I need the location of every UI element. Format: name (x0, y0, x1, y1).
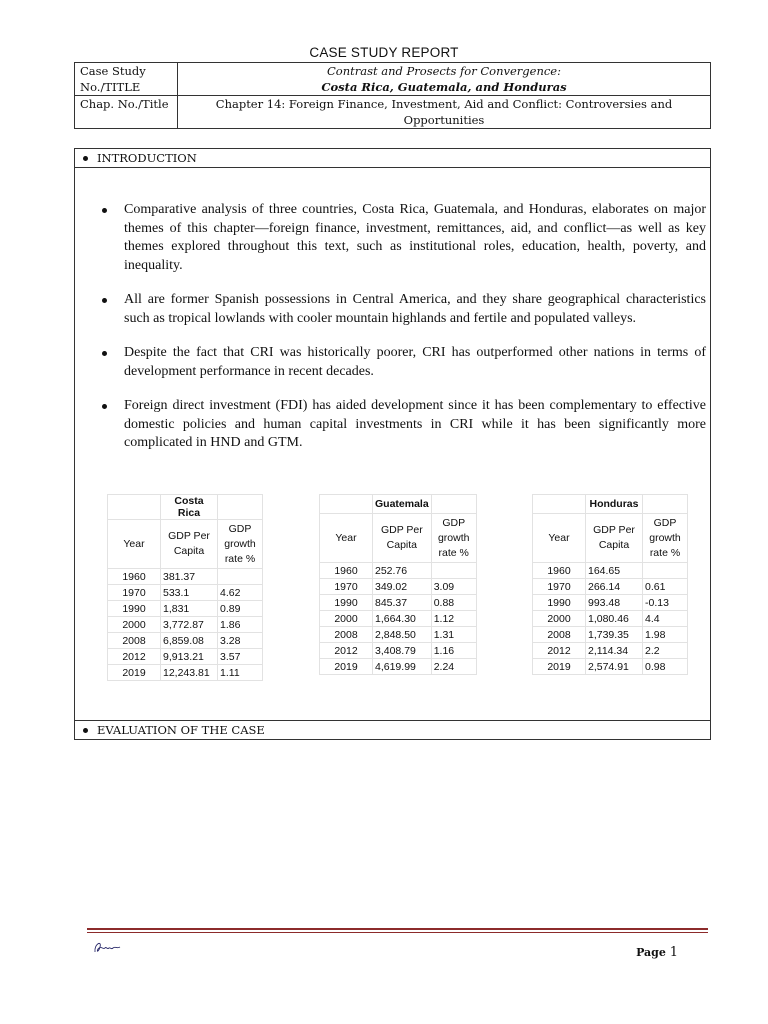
bullet-icon (102, 298, 107, 303)
year-cell: 2000 (533, 611, 586, 627)
table-cell (643, 495, 688, 514)
column-header-gdp-growth (643, 514, 688, 563)
header-line: rate % (649, 546, 681, 559)
table-row (320, 595, 477, 611)
header-line: Capita (598, 539, 630, 551)
case-study-title-line1: Contrast and Prosects for Convergence: (326, 64, 561, 78)
report-title: CASE STUDY REPORT (309, 45, 459, 60)
table-row (108, 649, 263, 665)
table-row (108, 665, 263, 681)
bullet-text: Comparative analysis of three countries, Costa Rica, Guatemala, and Honduras, elaborates on major themes of this chapter—foreign finance, investment, remittances, aid, and conflict—as well as key themes explored throughout this text, such as institutional roles, education, health, poverty, and inequality. (124, 202, 706, 273)
table-header-row (533, 514, 688, 563)
year-cell: 1990 (533, 595, 586, 611)
page-label: Page (636, 946, 666, 959)
table-cell (108, 495, 161, 520)
gdp-per-capita-cell: 993.48 (586, 595, 643, 611)
bullet-text: All are former Spanish possessions in Central America, and they share geographical characteristics such as tropical lowlands with cooler mountain highlands and fertile and populated valleys. (124, 292, 706, 326)
bullet-icon (83, 728, 88, 733)
gdp-growth-cell: 4.62 (218, 585, 263, 601)
list-item (124, 201, 706, 275)
gdp-growth-cell: 1.98 (643, 627, 688, 643)
gdp-growth-cell: -0.13 (643, 595, 688, 611)
year-cell: 2000 (108, 617, 161, 633)
gdp-table-honduras (532, 494, 688, 675)
table-row (533, 659, 688, 675)
column-header-gdp-per-capita (586, 514, 643, 563)
gdp-growth-cell: 0.61 (643, 579, 688, 595)
gdp-growth-cell: 1.12 (431, 611, 476, 627)
table-row (533, 611, 688, 627)
table-row (533, 579, 688, 595)
chapter-title-line1: Chapter 14: Foreign Finance, Investment, Aid and Conflict: Controversies and (215, 97, 673, 111)
gdp-growth-cell: 0.89 (218, 601, 263, 617)
gdp-per-capita-cell: 533.1 (161, 585, 218, 601)
year-cell: 2019 (320, 659, 373, 675)
column-header-year: Year (533, 514, 586, 563)
header-line: GDP (228, 522, 252, 535)
gdp-comparison-tables (107, 494, 695, 679)
gdp-growth-cell: 3.09 (431, 579, 476, 595)
country-name: Guatemala (373, 495, 432, 514)
year-cell: 1990 (108, 601, 161, 617)
page-number (636, 945, 678, 960)
year-cell: 1970 (533, 579, 586, 595)
gdp-growth-cell (218, 569, 263, 585)
table-row (533, 643, 688, 659)
case-study-label (75, 63, 178, 96)
gdp-growth-cell: 3.28 (218, 633, 263, 649)
gdp-growth-cell: 1.86 (218, 617, 263, 633)
year-cell: 1960 (108, 569, 161, 585)
year-cell: 1960 (533, 563, 586, 579)
table-row (533, 627, 688, 643)
introduction-bullet-list (124, 201, 706, 469)
header-row-title (75, 63, 711, 96)
chapter-title-line2: Opportunities (403, 113, 485, 127)
bullet-icon (83, 156, 88, 161)
header-line: growth (437, 531, 470, 544)
table-cell (218, 495, 263, 520)
column-header-year: Year (320, 514, 373, 563)
bullet-text: Foreign direct investment (FDI) has aided development since it has been complementary to effective domestic policies and human capital investments in CRI while it has been significantly more complicated in HND and GTM. (124, 398, 706, 450)
footer-rule-thin (87, 932, 708, 933)
header-line: GDP Per (593, 524, 635, 536)
year-cell: 2008 (108, 633, 161, 649)
list-item (124, 291, 706, 328)
gdp-growth-cell (431, 563, 476, 579)
header-line: Capita (386, 539, 418, 551)
chapter-title (178, 96, 711, 129)
table-row (108, 569, 263, 585)
gdp-per-capita-cell: 266.14 (586, 579, 643, 595)
introduction-heading (75, 149, 710, 168)
bullet-text: Despite the fact that CRI was historically poorer, CRI has outperformed other nations in terms of development performance in recent decades. (124, 345, 706, 379)
evaluation-section (74, 720, 711, 740)
gdp-per-capita-cell: 2,114.34 (586, 643, 643, 659)
table-row (320, 643, 477, 659)
gdp-growth-cell: 2.24 (431, 659, 476, 675)
table-row (533, 495, 688, 514)
gdp-per-capita-cell: 9,913.21 (161, 649, 218, 665)
table-row (320, 495, 477, 514)
bullet-icon (102, 404, 107, 409)
list-item (124, 397, 706, 453)
gdp-per-capita-cell: 845.37 (373, 595, 432, 611)
gdp-table-costa-rica (107, 494, 263, 681)
column-header-year: Year (108, 520, 161, 569)
footer-rule-thick (87, 928, 708, 930)
gdp-per-capita-cell: 252.76 (373, 563, 432, 579)
year-cell: 1970 (320, 579, 373, 595)
table-row (320, 627, 477, 643)
header-line: growth (224, 537, 256, 550)
table-row (320, 563, 477, 579)
gdp-per-capita-cell: 12,243.81 (161, 665, 218, 681)
gdp-growth-cell: 1.16 (431, 643, 476, 659)
header-line: Capita (173, 545, 205, 557)
year-cell: 2000 (320, 611, 373, 627)
table-cell (431, 495, 476, 514)
year-cell: 1960 (320, 563, 373, 579)
gdp-per-capita-cell: 349.02 (373, 579, 432, 595)
gdp-growth-cell: 2.2 (643, 643, 688, 659)
column-header-gdp-per-capita (373, 514, 432, 563)
column-header-gdp-growth (218, 520, 263, 569)
case-study-title (178, 63, 711, 96)
country-name: Honduras (586, 495, 643, 514)
gdp-growth-cell: 0.98 (643, 659, 688, 675)
gdp-per-capita-cell: 164.65 (586, 563, 643, 579)
signature-icon (92, 938, 124, 958)
table-cell (320, 495, 373, 514)
gdp-growth-cell: 1.31 (431, 627, 476, 643)
year-cell: 2019 (108, 665, 161, 681)
column-header-gdp-growth (431, 514, 476, 563)
introduction-section (74, 148, 711, 721)
gdp-per-capita-cell: 3,772.87 (161, 617, 218, 633)
table-row (108, 601, 263, 617)
gdp-per-capita-cell: 3,408.79 (373, 643, 432, 659)
table-row (533, 595, 688, 611)
gdp-per-capita-cell: 1,664.30 (373, 611, 432, 627)
header-line: GDP (653, 516, 677, 529)
header-line: rate % (438, 546, 469, 559)
gdp-per-capita-cell: 1,080.46 (586, 611, 643, 627)
case-study-label-line1: Case Study (80, 64, 146, 78)
gdp-per-capita-cell: 381.37 (161, 569, 218, 585)
year-cell: 2012 (533, 643, 586, 659)
year-cell: 2008 (533, 627, 586, 643)
gdp-per-capita-cell: 6,859.08 (161, 633, 218, 649)
gdp-per-capita-cell: 2,574.91 (586, 659, 643, 675)
year-cell: 2019 (533, 659, 586, 675)
case-study-label-line2: No./TITLE (80, 80, 141, 94)
gdp-table-guatemala (319, 494, 477, 675)
evaluation-heading-text: EVALUATION OF THE CASE (97, 723, 265, 737)
case-header-table (74, 62, 711, 129)
year-cell: 1990 (320, 595, 373, 611)
table-row (320, 659, 477, 675)
gdp-per-capita-cell: 4,619.99 (373, 659, 432, 675)
gdp-per-capita-cell: 2,848.50 (373, 627, 432, 643)
year-cell: 2012 (108, 649, 161, 665)
gdp-growth-cell: 3.57 (218, 649, 263, 665)
chapter-label: Chap. No./Title (75, 96, 178, 129)
header-line: GDP Per (380, 524, 423, 536)
gdp-growth-cell: 1.11 (218, 665, 263, 681)
gdp-growth-cell: 4.4 (643, 611, 688, 627)
year-cell: 2008 (320, 627, 373, 643)
year-cell: 2012 (320, 643, 373, 659)
table-cell (533, 495, 586, 514)
table-header-row (108, 520, 263, 569)
table-row (108, 585, 263, 601)
gdp-per-capita-cell: 1,739.35 (586, 627, 643, 643)
table-row (108, 495, 263, 520)
evaluation-heading (75, 721, 710, 739)
header-row-chapter (75, 96, 711, 129)
gdp-growth-cell (643, 563, 688, 579)
table-header-row (320, 514, 477, 563)
table-row (108, 617, 263, 633)
gdp-per-capita-cell: 1,831 (161, 601, 218, 617)
year-cell: 1970 (108, 585, 161, 601)
bullet-icon (102, 351, 107, 356)
table-row (320, 611, 477, 627)
gdp-growth-cell: 0.88 (431, 595, 476, 611)
header-line: growth (649, 531, 681, 544)
case-study-title-line2: Costa Rica, Guatemala, and Honduras (321, 80, 567, 94)
header-line: GDP Per (168, 530, 210, 542)
table-row (320, 579, 477, 595)
list-item (124, 344, 706, 381)
header-line: rate % (224, 552, 256, 565)
bullet-icon (102, 208, 107, 213)
introduction-heading-text: INTRODUCTION (97, 151, 197, 165)
page-number-value: 1 (669, 945, 678, 960)
table-row (533, 563, 688, 579)
column-header-gdp-per-capita (161, 520, 218, 569)
country-name: Costa Rica (161, 495, 218, 520)
header-line: GDP (442, 516, 466, 529)
table-row (108, 633, 263, 649)
